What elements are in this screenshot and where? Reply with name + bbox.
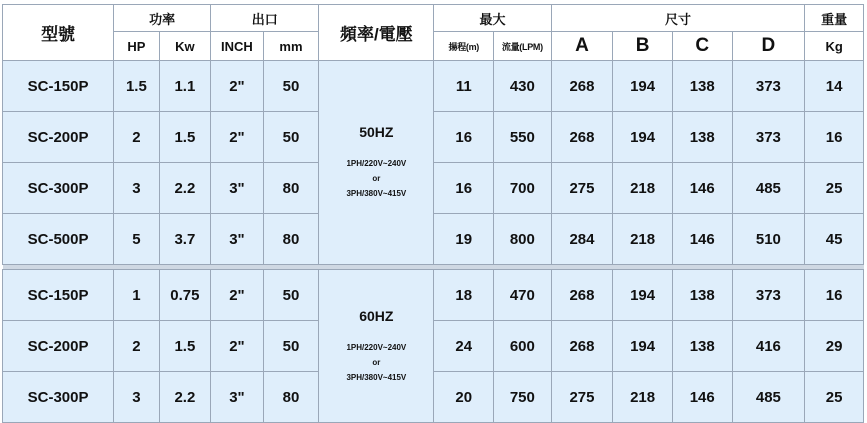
pump-spec-table	[2, 4, 864, 423]
hp-cell: 2	[114, 321, 159, 372]
model-cell: SC-150P	[3, 270, 114, 321]
header-power: 功率	[114, 5, 211, 32]
flow-cell: 600	[494, 321, 552, 372]
voltage-single-phase: 1PH/220V~240V	[346, 159, 407, 168]
mm-cell: 80	[263, 214, 319, 265]
header-weight: 重量	[805, 5, 864, 32]
model-cell: SC-300P	[3, 372, 114, 423]
kw-cell: 0.75	[159, 270, 211, 321]
header-flow: 流量(LPM)	[494, 32, 552, 61]
mm-cell: 80	[263, 372, 319, 423]
model-cell: SC-200P	[3, 321, 114, 372]
kw-cell: 1.5	[159, 321, 211, 372]
header-hp: HP	[114, 32, 159, 61]
weight-cell: 14	[805, 61, 864, 112]
dim-d-cell: 373	[732, 270, 805, 321]
table-row	[3, 321, 864, 372]
dim-b-cell: 218	[613, 214, 673, 265]
model-cell: SC-300P	[3, 163, 114, 214]
header-mm: mm	[263, 32, 319, 61]
header-inch: INCH	[211, 32, 264, 61]
dim-b-cell: 218	[613, 163, 673, 214]
table-row	[3, 372, 864, 423]
dim-d-cell: 373	[732, 112, 805, 163]
table-row	[3, 163, 864, 214]
table-row	[3, 112, 864, 163]
model-cell: SC-200P	[3, 112, 114, 163]
header-freq-volt: 頻率/電壓	[319, 5, 434, 61]
model-cell: SC-150P	[3, 61, 114, 112]
head-cell: 19	[434, 214, 494, 265]
dim-c-cell: 138	[672, 270, 732, 321]
table-row	[3, 61, 864, 112]
freq-label: 50HZ	[359, 124, 394, 140]
inch-cell: 3"	[211, 163, 264, 214]
dim-c-cell: 138	[672, 112, 732, 163]
dim-b-cell: 218	[613, 372, 673, 423]
freq-volt-cell-50hz	[319, 61, 434, 265]
header-dim-d: D	[732, 32, 805, 61]
hp-cell: 2	[114, 112, 159, 163]
flow-cell: 550	[494, 112, 552, 163]
dim-c-cell: 138	[672, 321, 732, 372]
table-row	[3, 214, 864, 265]
voltage-or: or	[372, 357, 381, 367]
hp-cell: 1	[114, 270, 159, 321]
head-cell: 20	[434, 372, 494, 423]
dim-c-cell: 146	[672, 372, 732, 423]
hp-cell: 1.5	[114, 61, 159, 112]
weight-cell: 16	[805, 270, 864, 321]
flow-cell: 470	[494, 270, 552, 321]
inch-cell: 2"	[211, 321, 264, 372]
head-cell: 11	[434, 61, 494, 112]
header-dim-c: C	[672, 32, 732, 61]
kw-cell: 1.5	[159, 112, 211, 163]
dim-b-cell: 194	[613, 112, 673, 163]
dim-a-cell: 275	[551, 372, 613, 423]
header-outlet: 出口	[211, 5, 319, 32]
dim-a-cell: 268	[551, 61, 613, 112]
voltage-single-phase: 1PH/220V~240V	[346, 342, 407, 352]
header-row-sub	[3, 32, 864, 61]
mm-cell: 80	[263, 163, 319, 214]
dim-d-cell: 416	[732, 321, 805, 372]
dim-a-cell: 268	[551, 321, 613, 372]
weight-cell: 29	[805, 321, 864, 372]
voltage-three-phase: 3PH/380V~415V	[346, 372, 407, 382]
inch-cell: 2"	[211, 61, 264, 112]
header-kg: Kg	[805, 32, 864, 61]
head-cell: 16	[434, 163, 494, 214]
mm-cell: 50	[263, 270, 319, 321]
head-cell: 18	[434, 270, 494, 321]
model-cell: SC-500P	[3, 214, 114, 265]
dim-a-cell: 284	[551, 214, 613, 265]
dim-b-cell: 194	[613, 321, 673, 372]
header-head: 揚程(m)	[434, 32, 494, 61]
header-dim-b: B	[613, 32, 673, 61]
header-kw: Kw	[159, 32, 211, 61]
head-cell: 24	[434, 321, 494, 372]
flow-cell: 700	[494, 163, 552, 214]
header-row-top	[3, 5, 864, 32]
kw-cell: 2.2	[159, 372, 211, 423]
dim-a-cell: 268	[551, 112, 613, 163]
dim-d-cell: 373	[732, 61, 805, 112]
hp-cell: 3	[114, 372, 159, 423]
table-row	[3, 270, 864, 321]
header-model: 型號	[3, 5, 114, 61]
header-dimension: 尺寸	[551, 5, 805, 32]
dim-a-cell: 275	[551, 163, 613, 214]
flow-cell: 800	[494, 214, 552, 265]
hp-cell: 5	[114, 214, 159, 265]
head-cell: 16	[434, 112, 494, 163]
kw-cell: 2.2	[159, 163, 211, 214]
inch-cell: 2"	[211, 270, 264, 321]
voltage-or: or	[372, 174, 381, 183]
dim-c-cell: 146	[672, 214, 732, 265]
mm-cell: 50	[263, 61, 319, 112]
voltage-three-phase: 3PH/380V~415V	[346, 189, 407, 198]
inch-cell: 3"	[211, 372, 264, 423]
mm-cell: 50	[263, 112, 319, 163]
freq-label: 60HZ	[359, 307, 394, 324]
weight-cell: 16	[805, 112, 864, 163]
mm-cell: 50	[263, 321, 319, 372]
kw-cell: 3.7	[159, 214, 211, 265]
dim-d-cell: 510	[732, 214, 805, 265]
header-dim-a: A	[551, 32, 613, 61]
dim-d-cell: 485	[732, 372, 805, 423]
dim-b-cell: 194	[613, 61, 673, 112]
weight-cell: 25	[805, 372, 864, 423]
dim-c-cell: 146	[672, 163, 732, 214]
flow-cell: 750	[494, 372, 552, 423]
inch-cell: 2"	[211, 112, 264, 163]
weight-cell: 25	[805, 163, 864, 214]
header-max: 最大	[434, 5, 551, 32]
dim-a-cell: 268	[551, 270, 613, 321]
flow-cell: 430	[494, 61, 552, 112]
kw-cell: 1.1	[159, 61, 211, 112]
inch-cell: 3"	[211, 214, 264, 265]
hp-cell: 3	[114, 163, 159, 214]
dim-b-cell: 194	[613, 270, 673, 321]
weight-cell: 45	[805, 214, 864, 265]
freq-volt-cell-60hz	[319, 270, 434, 423]
dim-c-cell: 138	[672, 61, 732, 112]
dim-d-cell: 485	[732, 163, 805, 214]
